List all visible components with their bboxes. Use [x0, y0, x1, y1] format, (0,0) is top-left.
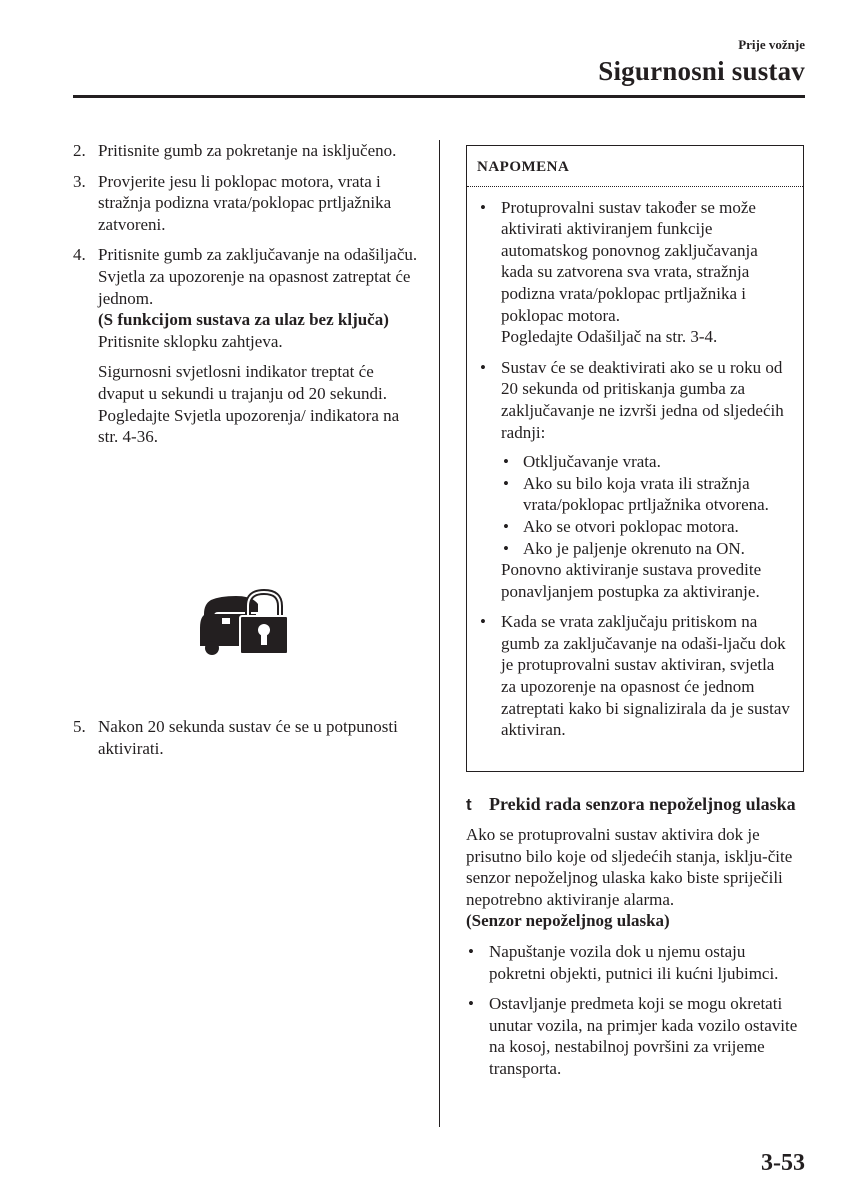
- step-5-item: [73, 716, 418, 759]
- section-bullet-text: Napuštanje vozila dok u njemu ostaju pokretni objekti, putnici ili kućni ljubimci.: [489, 941, 779, 983]
- keyless-text: Pritisnite sklopku zahtjeva.: [98, 331, 283, 351]
- bullet-icon: •: [480, 612, 486, 632]
- bullet-icon: •: [480, 357, 486, 377]
- section-marker: t: [466, 795, 472, 814]
- page-number: 3-53: [761, 1150, 805, 1176]
- section-bullet-1: [466, 941, 806, 984]
- bullet-icon: •: [503, 516, 509, 536]
- section-label: Prije vožnje: [738, 37, 805, 52]
- section-title: Prekid rada senzora nepoželjnog ulaska: [489, 794, 796, 814]
- bullet-icon: •: [503, 473, 509, 493]
- sublist-item: [501, 451, 791, 473]
- note-bullet-ref: Pogledajte Odašiljač na str. 3-4.: [501, 327, 718, 347]
- note-heading: NAPOMENA: [467, 146, 803, 187]
- right-column-section: [466, 793, 806, 1080]
- sublist-text: Otključavanje vrata.: [523, 452, 661, 472]
- note-bullet-text: Sustav će se deaktivirati ako se u roku od 20 sekunda od pritiskanja gumba za zaključavanje ne izvrši jedna od sljedećih radnji:: [501, 357, 784, 442]
- sublist-item: [501, 516, 791, 538]
- step-text: Provjerite jesu li poklopac motora, vrata i stražnja podizna vrata/poklopac prtljažnika zatvoreni.: [98, 171, 392, 234]
- note-bullet-1: [477, 197, 791, 348]
- step-number: 5.: [73, 717, 86, 736]
- sublist-text: Ako se otvori poklopac motora.: [523, 516, 739, 536]
- note-after-text: Ponovno aktiviranje sustava provedite ponavljanjem postupka za aktiviranje.: [501, 560, 762, 601]
- bullet-icon: •: [480, 197, 486, 217]
- page-title: Sigurnosni sustav: [598, 56, 805, 86]
- section-bullet-2: [466, 993, 806, 1079]
- step-3: [73, 171, 418, 236]
- step-number: 2.: [73, 141, 86, 160]
- sublist-item: [501, 473, 791, 516]
- step-text: Nakon 20 sekunda sustav će se u potpunosti aktivirati.: [98, 717, 398, 758]
- bullet-icon: •: [468, 941, 474, 961]
- note-bullet-text: Kada se vrata zaključaju pritiskom na gumb za zaključavanje na odaši-ljaču dok je protuprovalni sustav aktiviran, svjetla za upozorenje na opasnost će jednom zatreptati kako bi signalizirala da je sustav aktiviran.: [501, 612, 790, 740]
- sublist-text: Ako su bilo koja vrata ili stražnja vrata/poklopac prtljažnika otvorena.: [523, 473, 769, 515]
- reference-text: Pogledajte Svjetla upozorenja/ indikatora na str. 4-36.: [98, 405, 400, 447]
- section-heading: [466, 793, 806, 816]
- left-column: [73, 140, 418, 457]
- step-2: [73, 140, 418, 162]
- hazard-warning-text: Svjetla za upozorenje na opasnost zatreptat će jednom.: [98, 266, 411, 308]
- note-bullet-2: [477, 357, 791, 603]
- keyless-heading: (S funkcijom sustava za ulaz bez ključa): [98, 310, 389, 330]
- section-bullet-text: Ostavljanje predmeta koji se mogu okretati unutar vozila, na primjer kada vozilo ostavite na kosoj, nestabilnoj površini za vrijeme transporta.: [489, 994, 798, 1078]
- step-text: Pritisnite gumb za pokretanje na isključeno.: [98, 141, 397, 160]
- step-number: 3.: [73, 171, 86, 191]
- indicator-text: Sigurnosni svjetlosni indikator treptat će dvaput u sekundi u trajanju od 20 sekundi.: [98, 362, 387, 403]
- note-body: [467, 187, 803, 741]
- column-divider: [439, 140, 440, 1127]
- step-5: [73, 716, 418, 759]
- bullet-icon: •: [503, 452, 509, 472]
- step-text: Pritisnite gumb za zaključavanje na odašiljaču.: [98, 245, 418, 265]
- step-4: [73, 244, 418, 447]
- note-sublist: [501, 451, 791, 559]
- sublist-text: Ako je paljenje okrenuto na ON.: [523, 538, 745, 558]
- header-divider: [73, 95, 805, 98]
- step-number: 4.: [73, 245, 86, 265]
- section-subheading: (Senzor nepoželjnog ulaska): [466, 911, 670, 931]
- section-intro: Ako se protuprovalni sustav aktivira dok je prisutno bilo koje od sljedećih stanja, isklju-čite senzor nepoželjnog ulaska kako biste spriječili nepotrebno aktiviranje alarma.: [466, 825, 793, 909]
- security-lock-icon: [196, 588, 290, 656]
- note-bullet-3: [477, 611, 791, 741]
- bullet-icon: •: [468, 994, 474, 1014]
- bullet-icon: •: [503, 538, 509, 558]
- note-bullet-text: Protuprovalni sustav također se može aktivirati aktiviranjem funkcije automatskog ponovnog zaključavanja kada su zatvorena sva vrata, stražnja podizna vrata/poklopac prtljažnika i poklopac motora.: [501, 197, 758, 325]
- note-box: [466, 145, 804, 772]
- sublist-item: [501, 538, 791, 560]
